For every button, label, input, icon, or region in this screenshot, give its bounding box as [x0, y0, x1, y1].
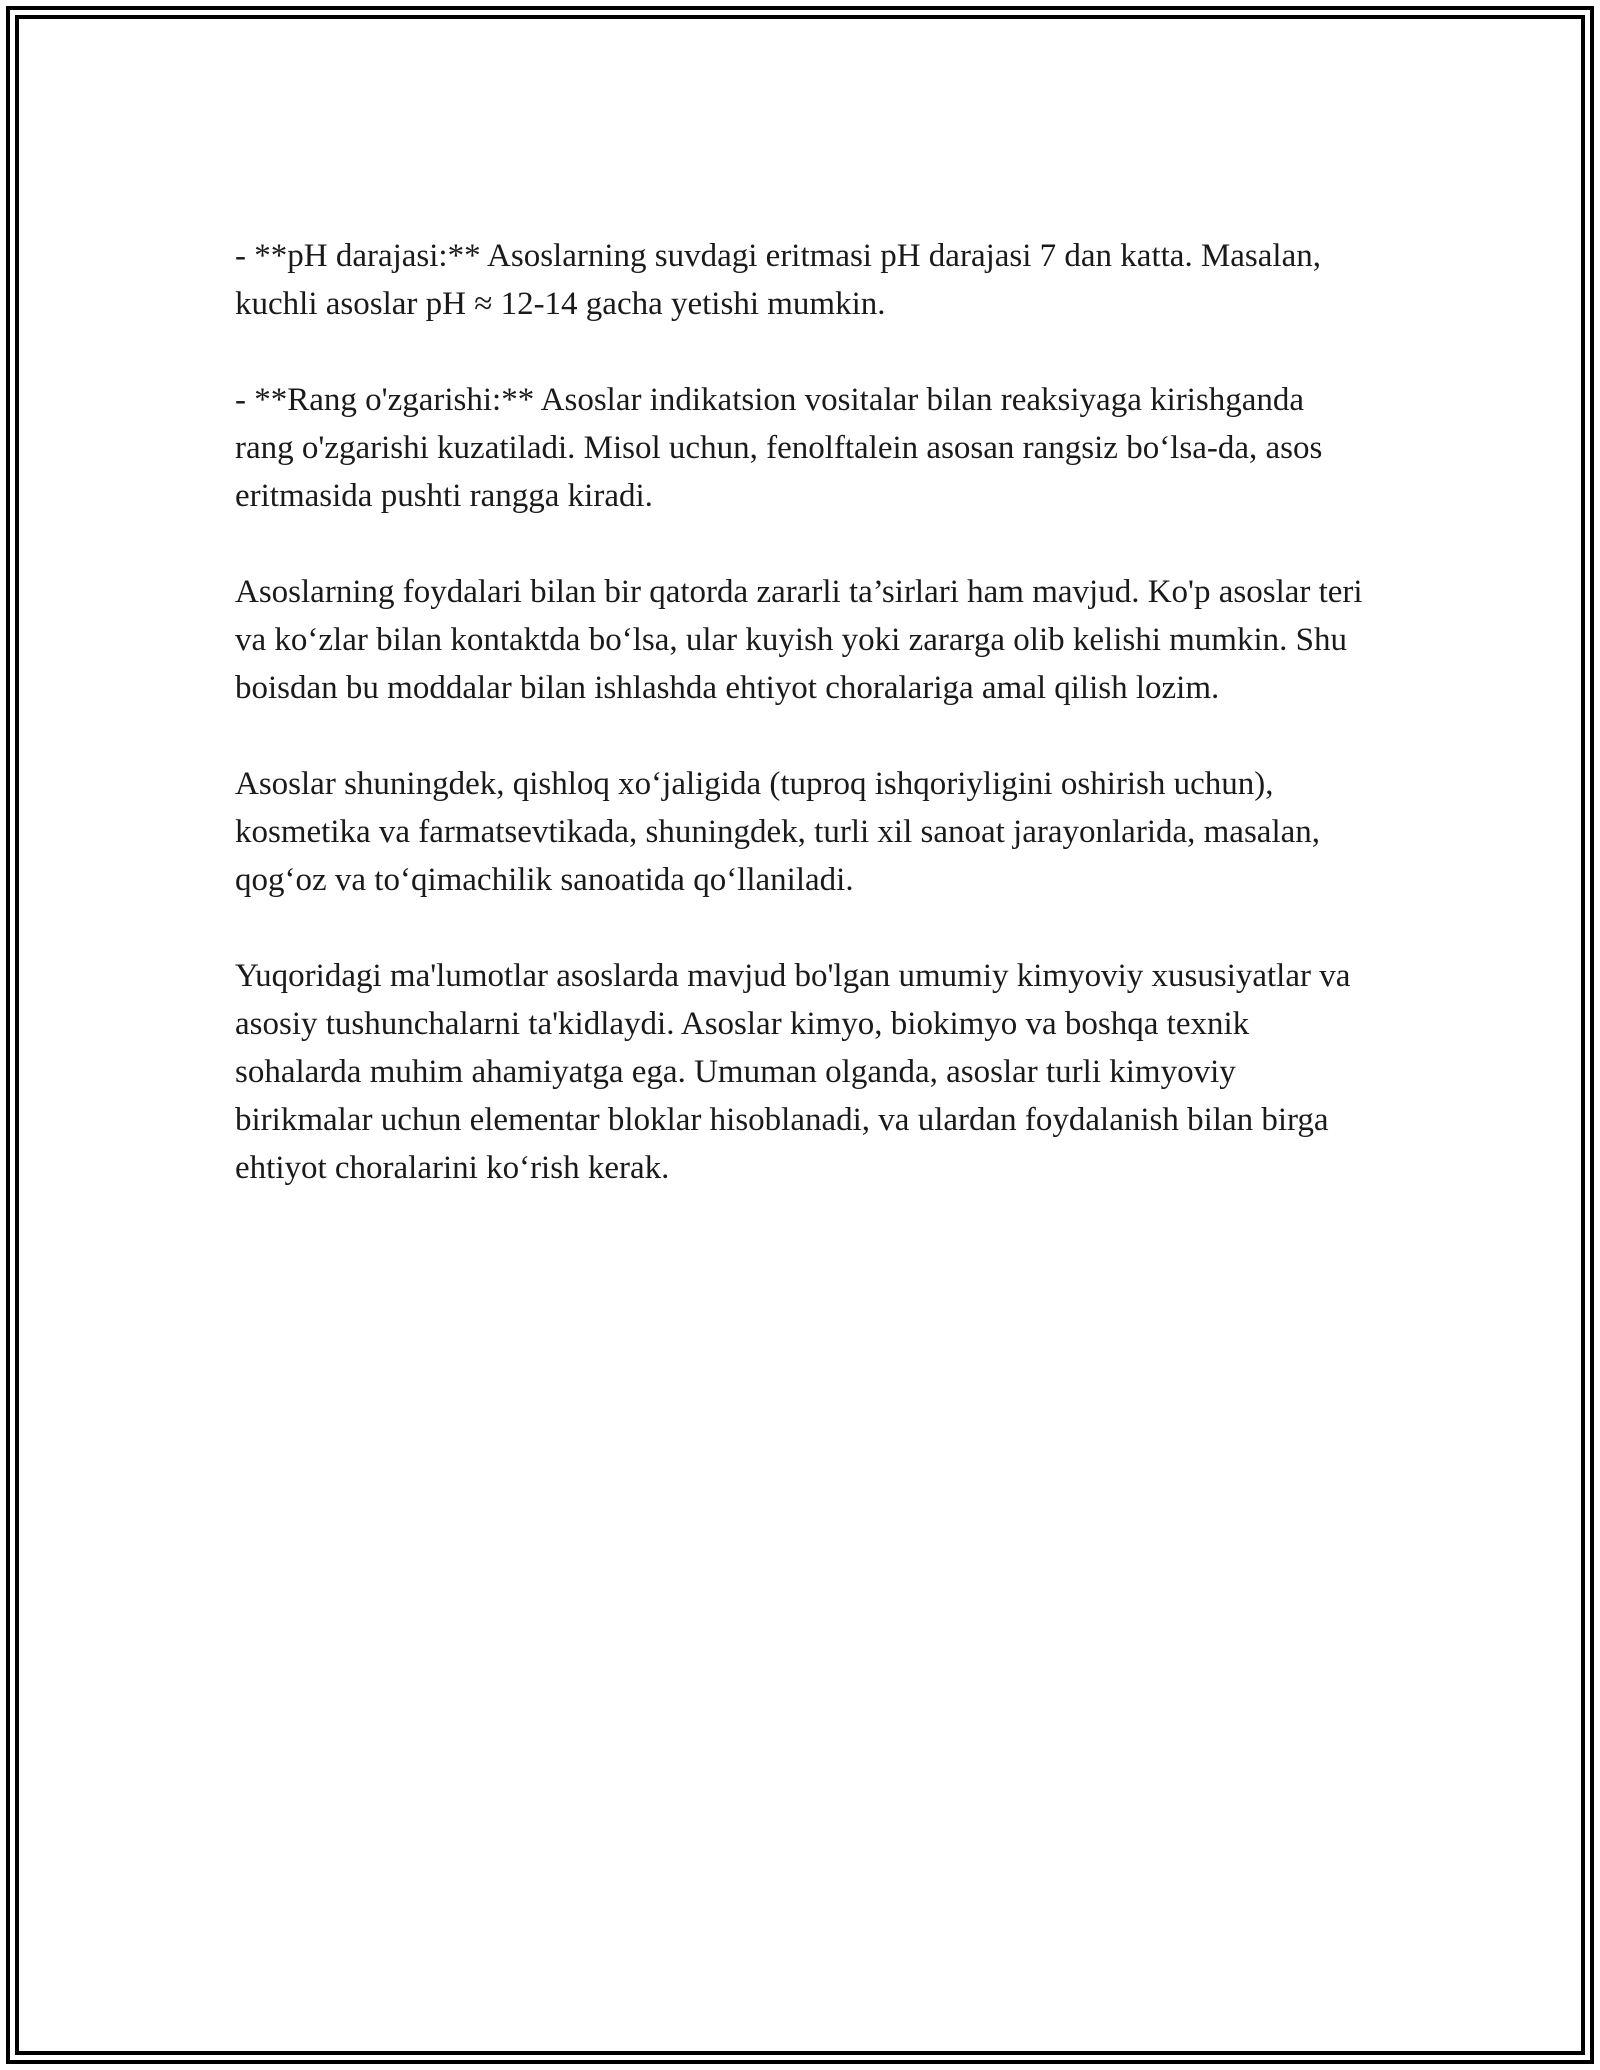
paragraph-applications: Asoslar shuningdek, qishloq xo‘jaligida (tuproq ishqoriyligini oshirish uchun), kosmetika va farmatsevtikada, shuningdek, turli xil sanoat jarayonlarida, masalan, qog‘oz va to‘qimachilik sanoatida qo‘llaniladi.: [235, 766, 1321, 898]
paragraph-hazards: Asoslarning foydalari bilan bir qatorda zararli ta’sirlari ham mavjud. Ko'p asoslar teri va ko‘zlar bilan kontaktda bo‘lsa, ular kuyish yoki zararga olib kelishi mumkin. Shu boisdan bu moddalar bilan ishlashda ehtiyot choralariga amal qilish lozim.: [235, 574, 1363, 706]
paragraph-color-change: - **Rang o'zgarishi:** Asoslar indikatsion vositalar bilan reaksiyaga kirishganda rang o'zgarishi kuzatiladi. Misol uchun, fenolftalein asosan rangsiz bo‘lsa-da, asos eritmasida pushti rangga kiradi.: [235, 382, 1323, 514]
paragraph-ph-level: - **pH darajasi:** Asoslarning suvdagi eritmasi pH darajasi 7 dan katta. Masalan, kuchli asoslar pH ≈ 12-14 gacha yetishi mumkin.: [235, 238, 1321, 322]
document-body: [235, 232, 1365, 1192]
paragraph-summary: Yuqoridagi ma'lumotlar asoslarda mavjud bo'lgan umumiy kimyoviy xususiyatlar va asosiy tushunchalarni ta'kidlaydi. Asoslar kimyo, biokimyo va boshqa texnik sohalarda muhim ahamiyatga ega. Umuman olganda, asoslar turli kimyoviy birikmalar uchun elementar bloklar hisoblanadi, va ulardan foydalanish bilan birga ehtiyot choralarini ko‘rish kerak.: [235, 958, 1351, 1186]
